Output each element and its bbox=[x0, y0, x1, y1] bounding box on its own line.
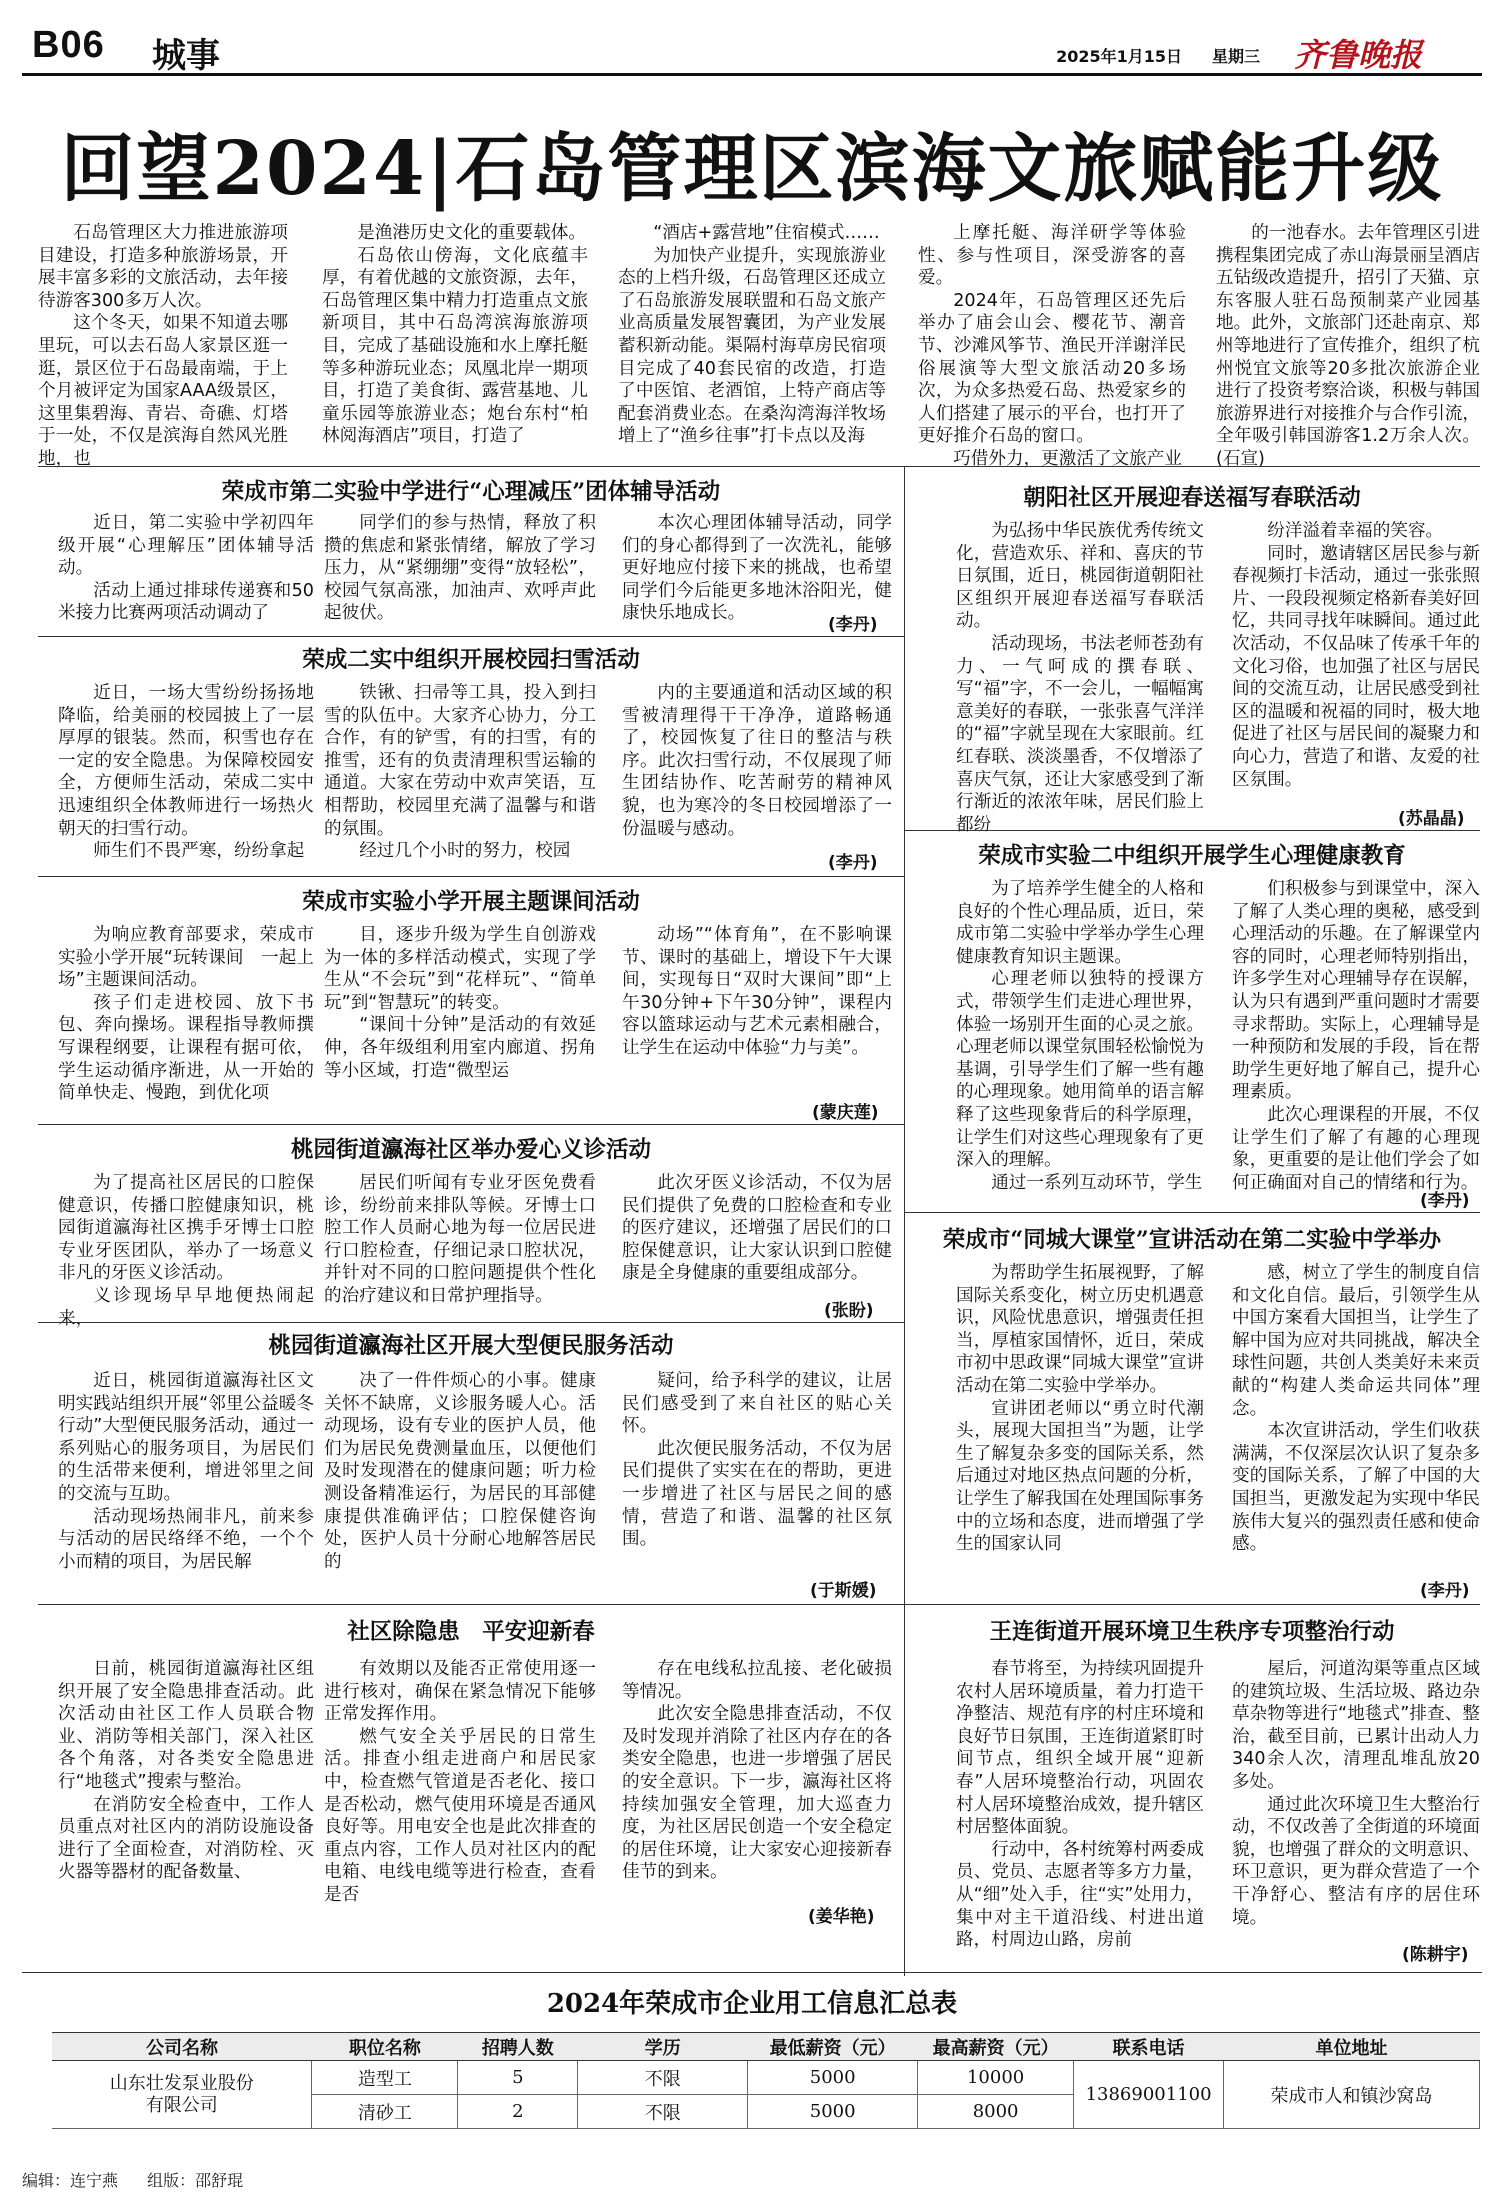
a2-byline: (李丹) bbox=[828, 615, 878, 635]
paragraph: 纷洋溢着幸福的笑容。 bbox=[1267, 521, 1444, 541]
paragraph: 感，树立了学生的制度自信和文化自信。最后，引领学生从中国方案看大国担当，让学生了解中国为应对共同挑战，解决全球性问题，共创人类美好未来贡献的“构建人类命运共同体”理念。 bbox=[1232, 1263, 1480, 1419]
a8-byline: (苏晶晶) bbox=[1398, 809, 1465, 829]
a5-headline: 桃园街道瀛海社区举办爱心义诊活动 bbox=[290, 1137, 651, 1163]
a4-col3 bbox=[622, 924, 892, 1120]
paragraph: 活动上通过排球传递赛和50米接力比赛两项活动调动了 bbox=[58, 580, 314, 624]
max-salary-cell: 10000 bbox=[918, 2061, 1074, 2095]
paragraph: 近日，一场大雪纷纷扬扬地降临，给美丽的校园披上了一层厚厚的银装。然而，积雪也存在一定的安全隐患。为保障校园安全，方便师生活动，荣成二实中迅速组织全体教师进行一场热火朝天的扫雪行动。 bbox=[58, 683, 314, 839]
paragraph: 义诊现场早早地便热闹起来， bbox=[58, 1285, 314, 1329]
paragraph: 心理老师以独特的授课方式，带领学生们走进心理世界，体验一场别开生面的心灵之旅。心理老师以课堂氛围轻松愉悦为基调，引导学生们了解一些有趣的心理现象。她用简单的语言解释了这些现象背后的科学原理，让学生们对这些心理现象有了更深入的理解。 bbox=[956, 969, 1204, 1171]
company-cell: 山东壮发泵业股份有限公司 bbox=[52, 2061, 312, 2129]
paragraph: 铁锹、扫帚等工具，投入到扫雪的队伍中。大家齐心协力，分工合作，有的铲雪，有的扫雪，有的推雪，还有的负责清理积雪运输的通道。大家在劳动中欢声笑语，互相帮助，校园里充满了温馨与和谐的氛围。 bbox=[324, 683, 596, 839]
edu-cell: 不限 bbox=[578, 2061, 748, 2095]
divider bbox=[22, 1972, 1482, 1973]
paragraph: 决了一件件烦心的小事。健康关怀不缺席，义诊服务暖人心。活动现场，设有专业的医护人员，他们为居民免费测量血压，以便他们及时发现潜在的健康问题；听力检测设备精准运行，为居民的耳部健康提供准确评估；口腔保健咨询处，医护人员十分耐心地解答居民的 bbox=[324, 1371, 596, 1572]
issue-weekday: 星期三 bbox=[1211, 47, 1260, 66]
max-salary-cell: 8000 bbox=[918, 2095, 1074, 2129]
paragraph: 本次宣讲活动，学生们收获满满，不仅深层次认识了复杂多变的国际关系，了解了中国的大国担当，更激发起为实现中华民族伟大复兴的强烈责任感和使命感。 bbox=[1232, 1421, 1480, 1555]
edu-cell: 不限 bbox=[578, 2095, 748, 2129]
a10-headline: 荣成市“同城大课堂”宣讲活动在第二实验中学举办 bbox=[942, 1227, 1442, 1253]
paragraph: 2024年，石岛管理区还先后举办了庙会山会、樱花节、潮音节、沙滩风筝节、渔民开洋谢洋民俗展演等大型文旅活动20多场次，为众多热爱石岛、热爱家乡的人们搭建了展示的平台，也打开了更好推介石岛的窗口。 bbox=[918, 290, 1186, 447]
th-count: 招聘人数 bbox=[458, 2033, 578, 2061]
a3-byline: (李丹) bbox=[828, 853, 878, 873]
paragraph: 上摩托艇、海洋研学等体验性、参与性项目，深受游客的喜爱。 bbox=[918, 223, 1186, 289]
paragraph: 此次便民服务活动，不仅为居民们提供了实实在在的帮助，更进一步增进了社区与居民之间的感情，营造了和谐、温馨的社区氛围。 bbox=[622, 1438, 892, 1550]
editor-credit: 编辑：连宁燕 bbox=[22, 2171, 119, 2190]
page-number: B06 bbox=[32, 24, 105, 66]
paragraph: 此次心理课程的开展，不仅让学生们了解了有趣的心理现象，更重要的是让他们学会了如何正确面对自己的情绪和行为。 bbox=[1232, 1104, 1480, 1193]
paragraph: 内的主要通道和活动区域的积雪被清理得干干净净，道路畅通了，校园恢复了往日的整洁与秩序。此次扫雪行动，不仅展现了师生团结协作、吃苦耐劳的精神风貌，也为寒冷的冬日校园增添了一份温暖与感动。 bbox=[622, 683, 892, 839]
paragraph: 的一池春水。去年管理区引进携程集团完成了赤山海景丽呈酒店五钻级改造提升，招引了天猫、京东客服人驻石岛预制菜产业园基地。此外，文旅部门还赴南京、郑州等地进行了宣传推介，组织了杭州悦宜文旅等20多批次旅游企业进行了投资考察洽谈，积极与韩国旅游界进行对接推介与合作引流，全年吸引韩国游客1.2万余人次。(石宣) bbox=[1216, 223, 1480, 469]
main-headline: 回望2024|石岛管理区滨海文旅赋能升级 bbox=[60, 126, 1444, 212]
a5-byline: (张盼) bbox=[824, 1301, 874, 1321]
a9-headline: 荣成市实验二中组织开展学生心理健康教育 bbox=[978, 843, 1406, 869]
paragraph: 此次安全隐患排查活动，不仅及时发现并消除了社区内存在的各类安全隐患，也进一步增强了居民的安全意识。下一步，瀛海社区将持续加强安全管理，加大巡查力度，为社区居民创造一个安全稳定的居住环境，让大家安心迎接新春佳节的到来。 bbox=[622, 1704, 892, 1883]
paragraph: 巧借外力，更激活了文旅产业 bbox=[953, 448, 1182, 469]
paragraph: 存在电线私拉乱接、老化破损等情况。 bbox=[622, 1659, 892, 1702]
a4-headline: 荣成市实验小学开展主题课间活动 bbox=[302, 889, 640, 915]
a2-col1 bbox=[58, 512, 314, 632]
paragraph: 通过一系列互动环节，学生 bbox=[991, 1172, 1203, 1193]
paragraph: 活动现场热闹非凡，前来参与活动的居民络绎不绝，一个个小而精的项目，为居民解 bbox=[58, 1506, 314, 1572]
a1-col3 bbox=[618, 222, 886, 458]
a7-byline: (姜华艳) bbox=[808, 1907, 875, 1927]
divider bbox=[38, 1604, 904, 1605]
divider bbox=[904, 830, 1480, 831]
paragraph: 为了提高社区居民的口腔保健意识，传播口腔健康知识，桃园街道瀛海社区携手牙博士口腔专业牙医团队，举办了一场意义非凡的牙医义诊活动。 bbox=[58, 1173, 314, 1284]
divider bbox=[38, 636, 904, 637]
paragraph: 同学们的参与热情，释放了积攒的焦虑和紧张情绪，解放了学习压力，从“紧绷绷”变得“放轻松”，校园气氛高涨，加油声、欢呼声此起彼伏。 bbox=[324, 513, 596, 624]
a8-col2 bbox=[1232, 520, 1480, 828]
paragraph: 孩子们走进校园、放下书包、奔向操场。课程指导教师撰写课程纲要，让课程有据可依，学生运动循序渐进，从一开始的简单快走、慢跑，到优化项 bbox=[58, 992, 314, 1104]
address-cell: 荣成市人和镇沙窝岛 bbox=[1224, 2061, 1480, 2129]
job-cell: 造型工 bbox=[312, 2061, 458, 2095]
paragraph: 日前，桃园街道瀛海社区组织开展了安全隐患排查活动。此次活动由社区工作人员联合物业、消防等相关部门，深入社区各个角落，对各类安全隐患进行“地毯式”搜索与整治。 bbox=[58, 1659, 314, 1792]
paragraph: “课间十分钟”是活动的有效延伸，各年级组利用室内廊道、拐角等小区域，打造“微型运 bbox=[324, 1015, 596, 1081]
a2-headline: 荣成市第二实验中学进行“心理减压”团体辅导活动 bbox=[221, 479, 721, 505]
a9-byline: (李丹) bbox=[1420, 1191, 1470, 1211]
th-min-salary: 最低薪资（元） bbox=[748, 2033, 918, 2061]
paragraph: 本次心理团体辅导活动，同学们的身心都得到了一次洗礼，能够更好地应付接下来的挑战，也希望同学们今后能更多地沐浴阳光，健康快乐地成长。 bbox=[622, 513, 892, 624]
count-cell: 2 bbox=[458, 2095, 578, 2129]
paragraph: 同时，邀请辖区居民参与新春视频打卡活动，通过一张张照片、一段段视频定格新春美好回忆，共同寻找年味瞬间。通过此次活动，不仅品味了传承千年的文化习俗，也加强了社区与居民间的交流互动，让居民感受到社区的温暖和祝福的同时，极大地促进了社区与居民间的凝聚力和向心力，营造了和谐、友爱的社区氛围。 bbox=[1232, 543, 1480, 790]
a4-col2 bbox=[324, 924, 596, 1120]
divider bbox=[904, 466, 905, 1976]
divider bbox=[38, 1322, 904, 1323]
paragraph: 石岛依山傍海，文化底蕴丰厚，有着优越的文旅资源，去年，石岛管理区集中精力打造重点文旅新项目，其中石岛湾滨海旅游项目，完成了基础设施和水上摩托艇等多种游玩业态；凤凰北岸一期项目，打造了美食街、露营基地、儿童乐园等旅游业态；炮台东村“柏林阅海酒店”项目，打造了 bbox=[322, 245, 588, 447]
paragraph: 有效期以及能否正常使用逐一进行核对，确保在紧急情况下能够正常发挥作用。 bbox=[324, 1659, 596, 1725]
a6-col3 bbox=[622, 1370, 892, 1598]
a2-col2 bbox=[324, 512, 596, 632]
a11-byline: (陈耕宇) bbox=[1402, 1945, 1469, 1965]
paragraph: “酒店+露营地”住宿模式…… bbox=[653, 223, 880, 243]
paragraph: 此次牙医义诊活动，不仅为居民们提供了免费的口腔检查和专业的医疗建议，还增强了居民们的口腔保健意识，让大家认识到口腔健康是全身健康的重要组成部分。 bbox=[622, 1173, 892, 1284]
paragraph: 动场”“体育角”，在不影响课节、课时的基础上，增设下午大课间，实现每日“双时大课间”即“上午30分钟+下午30分钟”，课程内容以篮球运动与艺术元素相融合，让学生在运动中体验“力与美”。 bbox=[622, 925, 892, 1058]
paragraph: 通过此次环境卫生大整治行动，不仅改善了全街道的环境面貌，也增强了群众的文明意识、环卫意识，更为群众营造了一个干净舒心、整洁有序的居住环境。 bbox=[1232, 1794, 1480, 1928]
paragraph: 为了培养学生健全的人格和良好的个性心理品质，近日，荣成市第二实验中学举办学生心理健康教育知识主题课。 bbox=[956, 879, 1204, 967]
divider bbox=[904, 1212, 1480, 1213]
a6-col1 bbox=[58, 1370, 314, 1598]
paragraph: 是渔港历史文化的重要载体。 bbox=[357, 223, 586, 243]
a1-col5 bbox=[1216, 222, 1480, 469]
a11-headline: 王连街道开展环境卫生秩序专项整治行动 bbox=[989, 1619, 1395, 1645]
paragraph: 师生们不畏严寒，纷纷拿起 bbox=[93, 841, 305, 862]
a10-byline: (李丹) bbox=[1420, 1581, 1470, 1601]
th-phone: 联系电话 bbox=[1074, 2033, 1224, 2061]
a10-col2 bbox=[1232, 1262, 1480, 1600]
a7-col2 bbox=[324, 1658, 596, 1920]
paragraph: 经过几个小时的努力，校园 bbox=[359, 841, 571, 862]
a9-col2 bbox=[1232, 878, 1480, 1208]
paragraph: 疑问，给予科学的建议，让居民们感受到了来自社区的贴心关怀。 bbox=[622, 1371, 892, 1437]
a7-headline: 社区除隐患 平安迎新春 bbox=[347, 1619, 595, 1645]
page-header bbox=[22, 14, 1482, 76]
paragraph: 近日，桃园街道瀛海社区文明实践站组织开展“邻里公益暖冬行动”大型便民服务活动，通过一系列贴心的服务项目，为居民们的生活带来便利，增进邻里之间的交流与互助。 bbox=[58, 1371, 314, 1504]
divider bbox=[38, 876, 904, 877]
a7-col3 bbox=[622, 1658, 892, 1920]
a3-col1 bbox=[58, 682, 314, 872]
paragraph: 为弘扬中华民族优秀传统文化，营造欢乐、祥和、喜庆的节日氛围，近日，桃园街道朝阳社区组织开展迎春送福写春联活动。 bbox=[956, 521, 1204, 632]
a9-col1 bbox=[956, 878, 1204, 1208]
paragraph: 这个冬天，如果不知道去哪里玩，可以去石岛人家景区逛一逛，景区位于石岛最南端，于上个月被评定为国家AAA级景区，这里集碧海、青岩、奇礁、灯塔于一处，不仅是滨海自然风光胜地，也 bbox=[38, 313, 288, 469]
paragraph: 石岛管理区大力推进旅游项目建设，打造多种旅游场景，开展丰富多彩的文旅活动，去年接待游客300多万人次。 bbox=[38, 223, 288, 311]
paragraph: 为帮助学生拓展视野，了解国际关系变化，树立历史机遇意识，风险忧患意识，增强责任担当，厚植家国情怀，近日，荣成市初中思政课“同城大课堂”宣讲活动在第二实验中学举办。 bbox=[956, 1263, 1204, 1396]
a8-headline: 朝阳社区开展迎春送福写春联活动 bbox=[1023, 485, 1361, 511]
paragraph: 们积极参与到课堂中，深入了解了人类心理的奥秘，感受到心理活动的乐趣。在了解课堂内容的同时，心理老师特别指出，许多学生对心理辅导存在误解，认为只有遇到严重问题时才需要寻求帮助。实际上，心理辅导是一种预防和发展的手段，旨在帮助学生更好地了解自己，提升心理素质。 bbox=[1232, 879, 1480, 1103]
min-salary-cell: 5000 bbox=[748, 2061, 918, 2095]
th-address: 单位地址 bbox=[1224, 2033, 1480, 2061]
a6-col2 bbox=[324, 1370, 596, 1598]
a8-col1 bbox=[956, 520, 1204, 835]
count-cell: 5 bbox=[458, 2061, 578, 2095]
page-footer bbox=[22, 2168, 267, 2191]
table-title: 2024年荣成市企业用工信息汇总表 bbox=[546, 1989, 958, 2019]
a11-col2 bbox=[1232, 1658, 1480, 1942]
min-salary-cell: 5000 bbox=[748, 2095, 918, 2129]
th-edu: 学历 bbox=[578, 2033, 748, 2061]
paragraph: 在消防安全检查中，工作人员重点对社区内的消防设施设备进行了全面检查，对消防栓、灭火器等器材的配备数量、 bbox=[58, 1794, 314, 1883]
a10-col1 bbox=[956, 1262, 1204, 1600]
jobs-table bbox=[52, 2032, 1480, 2129]
divider bbox=[904, 1604, 1480, 1605]
a3-headline: 荣成二实中组织开展校园扫雪活动 bbox=[302, 647, 640, 673]
a3-col2 bbox=[324, 682, 596, 872]
paragraph: 春节将至，为持续巩固提升农村人居环境质量，着力打造干净整洁、规范有序的村庄环境和良好节日氛围，王连街道紧盯时间节点，组织全域开展“迎新春”人居环境整治行动，巩固农村人居环境整治成效，提升辖区村居整体面貌。 bbox=[956, 1659, 1204, 1838]
a1-col4 bbox=[918, 222, 1186, 469]
newspaper-logo: 齐鲁晚报 bbox=[1293, 36, 1422, 74]
paragraph: 屋后，河道沟渠等重点区域的建筑垃圾、生活垃圾、路边杂草杂物等进行“地毯式”排查、整治，截至目前，已累计出动人力340余人次，清理乱堆乱放20多处。 bbox=[1232, 1659, 1480, 1792]
paragraph: 宣讲团老师以“勇立时代潮头，展现大国担当”为题，让学生了解复杂多变的国际关系，然后通过对地区热点问题的分析，让学生了解我国在处理国际事务中的立场和态度，进而增强了学生的国家认同 bbox=[956, 1398, 1204, 1555]
table-row bbox=[52, 2061, 1480, 2095]
divider bbox=[38, 1124, 904, 1125]
paragraph: 燃气安全关乎居民的日常生活。排查小组走进商户和居民家中，检查燃气管道是否老化、接口是否松动，燃气使用环境是否通风良好等。用电安全也是此次排查的重点内容，工作人员对社区内的配电箱、电线电缆等进行检查，查看是否 bbox=[324, 1726, 596, 1905]
issue-date: 2025年1月15日 bbox=[1056, 47, 1182, 66]
paragraph: 近日，第二实验中学初四年级开展“心理解压”团体辅导活动。 bbox=[58, 513, 314, 579]
a7-col1 bbox=[58, 1658, 314, 1920]
paragraph: 活动现场，书法老师苍劲有力、一气呵成的撰春联、写“福”字，不一会儿，一幅幅寓意美好的春联，一张张喜气洋洋的“福”字就呈现在大家眼前。红红春联、淡淡墨香，不仅增添了喜庆气氛，还让大家感受到了渐行渐近的浓浓年味，居民们脸上都纷 bbox=[956, 633, 1204, 835]
section-name: 城事 bbox=[152, 36, 220, 76]
a3-col3 bbox=[622, 682, 892, 872]
th-job: 职位名称 bbox=[312, 2033, 458, 2061]
th-company: 公司名称 bbox=[52, 2033, 312, 2061]
paragraph: 目，逐步升级为学生自创游戏为一体的多样活动模式，实现了学生从“不会玩”到“花样玩”、“简单玩”到“智慧玩”的转变。 bbox=[324, 925, 596, 1013]
a4-col1 bbox=[58, 924, 314, 1120]
job-cell: 清砂工 bbox=[312, 2095, 458, 2129]
table-header-row bbox=[52, 2033, 1480, 2061]
a5-col1 bbox=[58, 1172, 314, 1329]
divider bbox=[904, 466, 1480, 467]
a4-byline: (蒙庆莲) bbox=[812, 1103, 879, 1123]
paragraph: 行动中，各村统筹村两委成员、党员、志愿者等多方力量，从“细”处入手，往“实”处用力，集中对主干道沿线、村进出道路，村周边山路，房前 bbox=[956, 1839, 1204, 1951]
paragraph: 居民们听闻有专业牙医免费看诊，纷纷前来排队等候。牙博士口腔工作人员耐心地为每一位居民进行口腔检查，仔细记录口腔状况，并针对不同的口腔问题提供个性化的治疗建议和日常护理指导。 bbox=[324, 1173, 596, 1306]
layout-credit: 组版：邵舒琨 bbox=[147, 2171, 244, 2190]
paragraph: 为响应教育部要求，荣成市实验小学开展“玩转课间 一起上场”主题课间活动。 bbox=[58, 925, 314, 991]
a6-byline: (于斯媛) bbox=[810, 1581, 877, 1601]
a5-col2 bbox=[324, 1172, 596, 1318]
th-max-salary: 最高薪资（元） bbox=[918, 2033, 1074, 2061]
divider bbox=[38, 466, 904, 467]
a1-col1 bbox=[38, 222, 288, 469]
paragraph: 为加快产业提升，实现旅游业态的上档升级，石岛管理区还成立了石岛旅游发展联盟和石岛文旅产业高质量发展智囊团，为产业发展蓄积新动能。渠隔村海草房民宿项目完成了40套民宿的改造，打造了中医馆、老酒馆，上特产商店等配套消费业态。在桑沟湾海洋牧场增上了“渔乡往事”打卡点以及海 bbox=[618, 245, 886, 447]
a11-col1 bbox=[956, 1658, 1204, 1951]
a1-col2 bbox=[322, 222, 588, 458]
phone-cell: 13869001100 bbox=[1074, 2061, 1224, 2129]
a6-headline: 桃园街道瀛海社区开展大型便民服务活动 bbox=[268, 1333, 674, 1359]
